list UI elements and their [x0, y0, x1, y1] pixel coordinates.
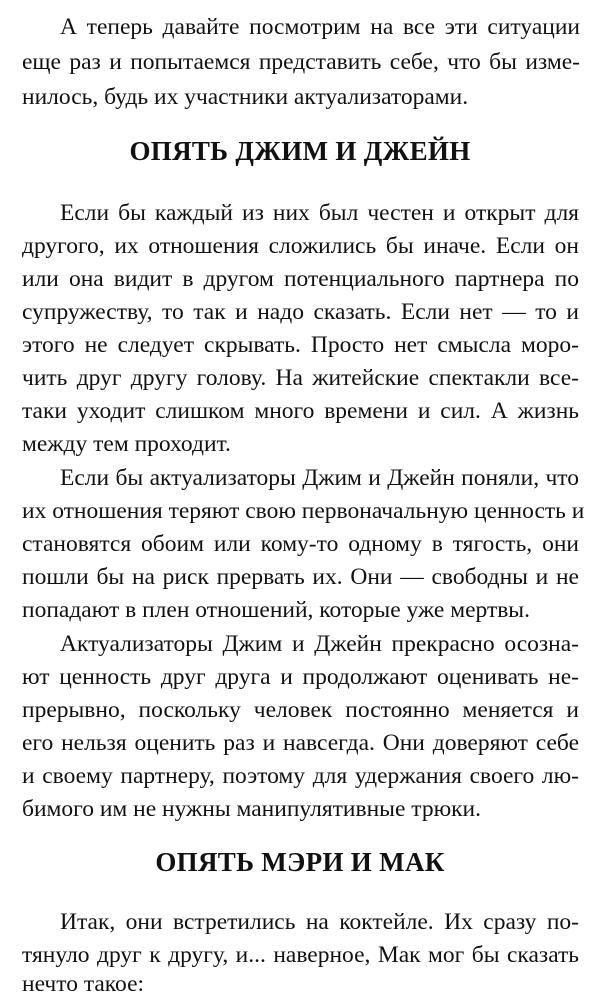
text-line: нечто такое: [22, 971, 145, 997]
text-line: Если бы каждый из них был честен и открыт для [60, 200, 579, 226]
text-line: Актуализаторы Джим и Джейн прекрасно осозна- [60, 631, 579, 657]
text-line: еще раз и попытаемся представить себе, что бы изме- [22, 49, 580, 75]
text-line: пошли бы на риск прервать их. Они — свободны и не [22, 564, 579, 590]
text-line: супружеству, то так и надо сказать. Если нет — то и [22, 299, 579, 325]
text-line: между тем проходит. [22, 431, 231, 457]
text-line: становятся обоим или кому-то одному в тягость, они [22, 531, 579, 557]
text-line: тянуло друг к другу, и... наверное, Мак мог бы сказать [22, 942, 579, 968]
text-line: чить друг другу голову. На житейские спектакли все- [22, 365, 579, 391]
text-line: или она видит в другом потенциального партнера по [22, 266, 579, 292]
text-line: другого, их отношения сложились бы иначе. Если он [22, 233, 579, 259]
text-line: ют ценность друг друга и продолжают оценивать не- [22, 664, 579, 690]
text-line: бимого им не нужны манипулятивные трюки. [22, 796, 481, 822]
text-line: таки уходит слишком много времени и сил. А жизнь [22, 398, 579, 424]
text-line: Если бы актуализаторы Джим и Джейн поняли, что [60, 465, 579, 491]
text-line: попадают в плен отношений, которые уже мертвы. [22, 597, 530, 623]
text-line: и своему партнеру, поэтому для удержания своего лю- [22, 763, 579, 789]
text-line: прерывно, поскольку человек постоянно меняется и [22, 697, 579, 723]
text-line: этого не следует скрывать. Просто нет смысла моро- [22, 332, 579, 358]
text-line: их отношения теряют свою первоначальную ценность и [22, 498, 585, 524]
text-line: А теперь давайте посмотрим на все эти ситуации [60, 14, 580, 40]
text-line: его нельзя оценить раз и навсегда. Они доверяют себе [22, 730, 579, 756]
section-heading-mary-mack: ОПЯТЬ МЭРИ И МАК [155, 847, 445, 877]
text-line: нилось, будь их участники актуализаторами. [22, 84, 469, 110]
section-heading-jim-jane: ОПЯТЬ ДЖИМ И ДЖЕЙН [129, 136, 471, 166]
text-line: Итак, они встретились на коктейле. Их сразу по- [60, 909, 579, 935]
